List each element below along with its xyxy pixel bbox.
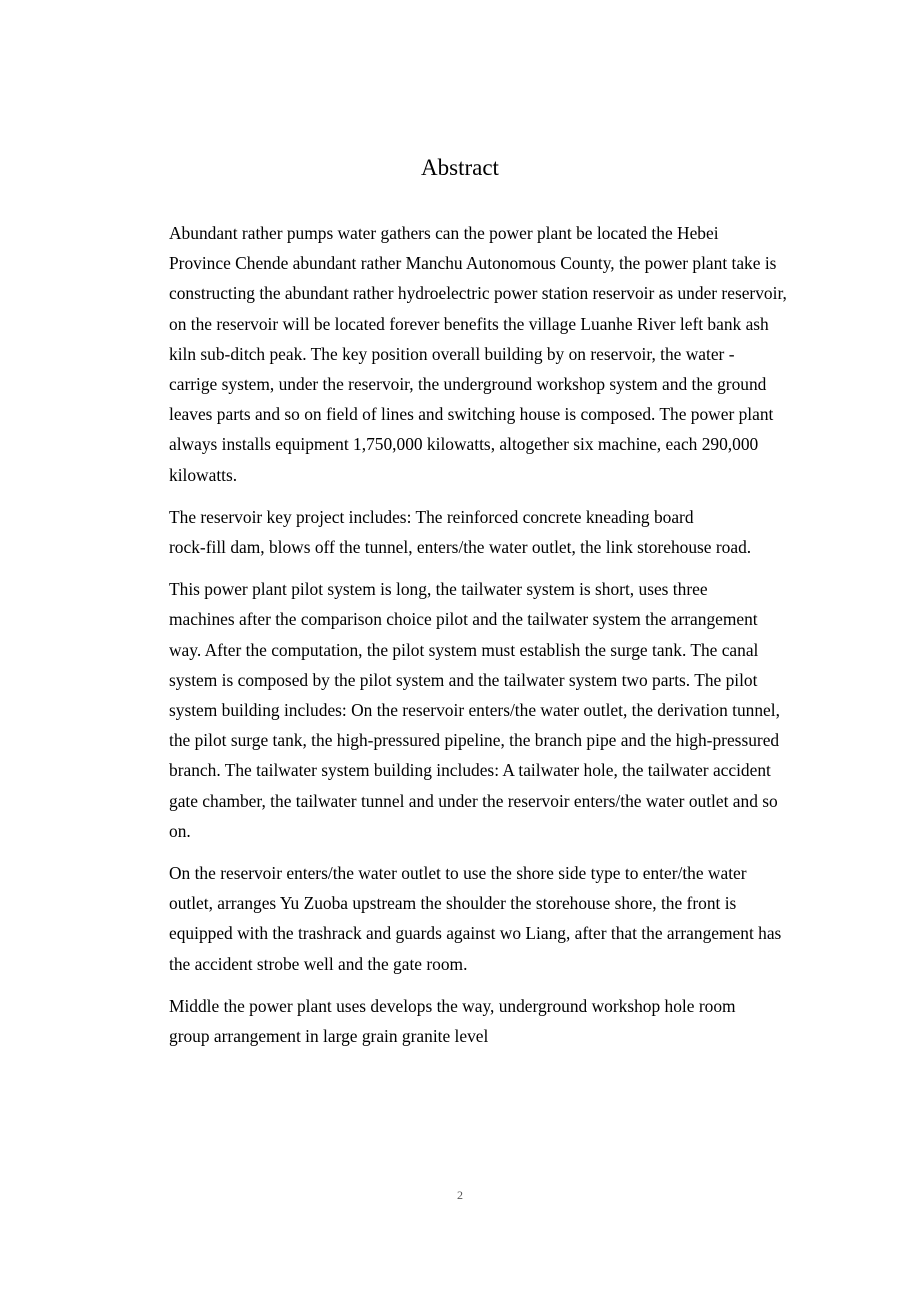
text-line: Province Chende abundant rather Manchu Autonomous County, the power plant take is (169, 253, 777, 274)
text-line: the pilot surge tank, the high-pressured pipeline, the branch pipe and the high-pressured (169, 730, 780, 751)
text-line: the accident strobe well and the gate room. (169, 953, 468, 974)
text-line: On the reservoir enters/the water outlet to use the shore side type to enter/the water (169, 863, 747, 884)
text-line: always installs equipment 1,750,000 kilowatts, altogether six machine, each 290,000 (169, 434, 759, 455)
text-line: system building includes: On the reservoir enters/the water outlet, the derivation tunnel, (169, 700, 780, 721)
text-line: gate chamber, the tailwater tunnel and under the reservoir enters/the water outlet and so (169, 790, 778, 811)
text-line: machines after the comparison choice pilot and the tailwater system the arrangement (169, 609, 758, 630)
text-line: kilowatts. (169, 464, 238, 485)
text-line: leaves parts and so on field of lines and switching house is composed. The power plant (169, 404, 774, 425)
text-line: outlet, arranges Yu Zuoba upstream the shoulder the storehouse shore, the front is (169, 893, 737, 914)
text-line: Abundant rather pumps water gathers can the power plant be located the Hebei (169, 223, 719, 243)
text-line: on. (169, 820, 191, 841)
text-line: This power plant pilot system is long, the tailwater system is short, uses three (169, 579, 708, 600)
text-line: group arrangement in large grain granite level (169, 1026, 489, 1047)
text-line: equipped with the trashrack and guards against wo Liang, after that the arrangement has (169, 923, 782, 944)
paragraph-1 (131, 218, 791, 490)
text-line: carrige system, under the reservoir, the underground workshop system and the ground (169, 374, 767, 395)
text-line: way. After the computation, the pilot system must establish the surge tank. The canal (169, 639, 759, 660)
text-line: The reservoir key project includes: The reinforced concrete kneading board (169, 506, 694, 527)
page-title: Abstract (421, 155, 499, 180)
paragraph-5 (131, 991, 791, 1051)
text-line: rock-fill dam, blows off the tunnel, enters/the water outlet, the link storehouse road. (169, 537, 752, 558)
paragraph-2 (131, 502, 791, 562)
paragraph-4 (131, 858, 791, 979)
text-line: Middle the power plant uses develops the way, underground workshop hole room (169, 995, 736, 1016)
text-line: kiln sub-ditch peak. The key position overall building by on reservoir, the water - (169, 343, 735, 364)
page-number: 2 (457, 1188, 463, 1202)
abstract-body (131, 218, 791, 1063)
text-line: on the reservoir will be located forever benefits the village Luanhe River left bank ash (169, 313, 769, 334)
paragraph-3 (131, 574, 791, 846)
text-line: constructing the abundant rather hydroelectric power station reservoir as under reservoir, (169, 283, 787, 304)
text-line: branch. The tailwater system building includes: A tailwater hole, the tailwater accident (169, 760, 771, 781)
text-line: system is composed by the pilot system and the tailwater system two parts. The pilot (169, 669, 758, 690)
